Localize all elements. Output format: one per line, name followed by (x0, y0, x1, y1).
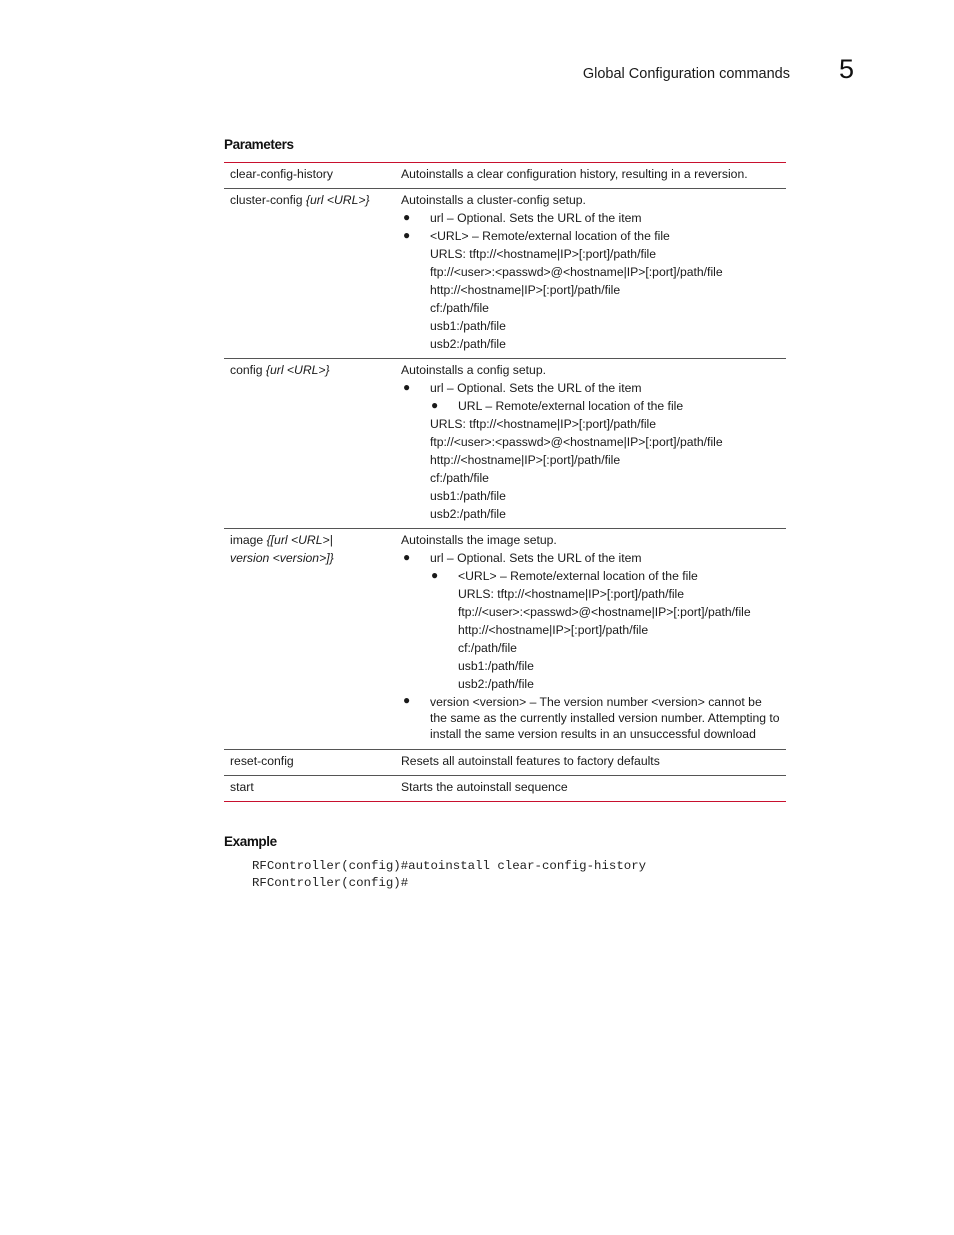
code-line: RFController(config)#autoinstall clear-config-history (252, 859, 647, 873)
param-description: Resets all autoinstall features to factory defaults (401, 753, 660, 768)
list-item: ● url – Optional. Sets the URL of the item (403, 550, 642, 565)
param-name: config {url <URL>} (230, 363, 330, 377)
param-name: clear-config-history (230, 167, 333, 181)
list-item: ● URL – Remote/external location of the file (431, 398, 684, 413)
param-description: Starts the autoinstall sequence (401, 779, 568, 794)
example-heading: Example (224, 834, 277, 849)
list-item: ● <URL> – Remote/external location of the file (403, 228, 670, 243)
param-description: Autoinstalls a cluster-config setup. ● url – Optional. Sets the URL of the item ● <URL> – Remote/external location of the file URLS: tftp://<hostname|IP>[:port]/path/file ftp://<user>:<passwd>@<hostname|IP>[:port]/path/file http://<hostname|IP>[:port]/path/file cf:/path/file usb1:/path/file usb2:/path/file (395, 189, 786, 358)
param-args: {[url <URL>| (266, 533, 333, 547)
param-description: Autoinstalls a clear configuration history, resulting in a reversion. (401, 167, 748, 181)
param-name: reset-config (230, 753, 294, 768)
param-description: Autoinstalls a config setup. ● url – Optional. Sets the URL of the item ● URL – Remote/external location of the file URLS: tftp://<hostname|IP>[:port]/path/file ftp://<user>:<passwd>@<hostname|IP>[:port]/path/file http://<hostname|IP>[:port]/path/file cf:/path/file usb1:/path/file usb2:/path/file (395, 359, 786, 528)
code-line: RFController(config)# (252, 875, 409, 890)
chapter-title: Global Configuration commands (582, 66, 790, 82)
chapter-number: 5 (839, 54, 855, 84)
bullet-icon: ● (403, 210, 411, 224)
table-row (224, 775, 786, 801)
code-example (252, 858, 646, 891)
param-args: {url <URL>} (305, 193, 370, 207)
table-row (224, 163, 786, 188)
bullet-icon: ● (431, 398, 439, 412)
list-item: ● url – Optional. Sets the URL of the item (403, 380, 642, 395)
bullet-icon: ● (403, 693, 411, 707)
table-row (224, 749, 786, 775)
parameters-heading: Parameters (224, 137, 294, 152)
param-name: image {[url <URL>| version <version>]} (230, 533, 334, 565)
parameters-table (224, 162, 786, 802)
param-args: version <version>]} (230, 551, 334, 565)
list-item: ● <URL> – Remote/external location of the file (431, 568, 698, 583)
table-row (224, 188, 786, 358)
list-item: ● version <version> – The version number <version> cannot be the same as the currently installed version number. Attempting to install the same version results in an unsuccessful download (403, 693, 780, 742)
list-item: ● url – Optional. Sets the URL of the item (403, 210, 642, 225)
bullet-icon: ● (403, 550, 411, 564)
table-row (224, 528, 786, 749)
param-description: Autoinstalls the image setup. ● url – Optional. Sets the URL of the item ● <URL> – Remote/external location of the file URLS: tftp://<hostname|IP>[:port]/path/file ftp://<user>:<passwd>@<hostname|IP>[:port]/path/file http://<hostname|IP>[:port]/path/file cf:/path/file usb1:/path/file usb2:/path/file ● version <version> – The version number <version> cannot be the same as the currently installed version number. Attempting to install the same version results in an unsuccessful download (395, 529, 786, 749)
bullet-icon: ● (431, 568, 439, 582)
param-name: start (230, 779, 254, 794)
param-name: cluster-config {url <URL>} (230, 193, 370, 207)
table-row (224, 358, 786, 528)
bullet-icon: ● (403, 228, 411, 242)
bullet-icon: ● (403, 380, 411, 394)
param-args: {url <URL>} (265, 363, 330, 377)
